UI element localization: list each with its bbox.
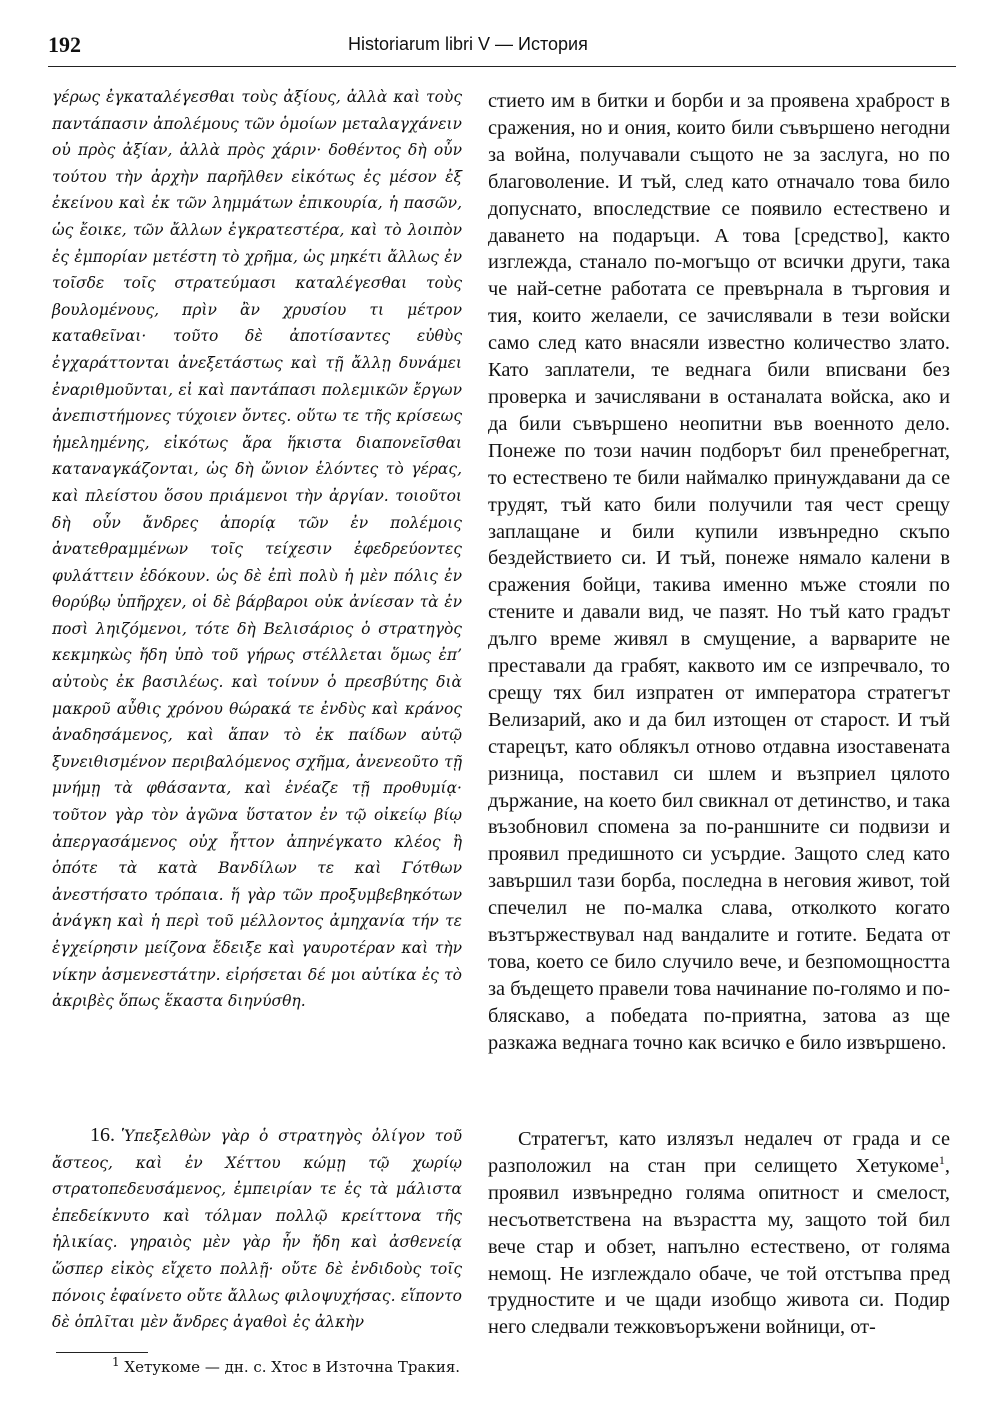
greek-section-16 xyxy=(52,1122,462,1336)
bulgarian-paragraph-16 xyxy=(488,1126,950,1341)
header-rule xyxy=(48,66,956,67)
greek-section-text: Ὑπεξελθὼν γὰρ ὁ στρατηγὸς ὀλίγον τοῦ ἄστεος, καὶ ἐν Χέττου κώμῃ τῷ χωρίῳ στρατοπεδευσάμενος, ἐμπειρίαν τε ἐς τὰ μάλιστα ἐπεδείκνυτο καὶ τόλμαν πολλῷ κρείττονα τῆς ἡλικίας. γηραιὸς μὲν γὰρ ἦν ἤδη καὶ ἀσθενείᾳ ὥσπερ εἰκὸς εἴχετο πολλῇ· οὔτε δὲ ἐνδιδοὺς τοῖς πόνοις ἐφαίνετο οὔτε ἄλλως φιλοψυχήσας. εἵποντο δὲ ὁπλῖται μὲν ἄνδρες ἀγαθοὶ ἐς ἀλκὴν xyxy=(52,1127,462,1332)
footnote-text: Хетукоме — дн. с. Хтос в Източна Тракия. xyxy=(124,1358,461,1376)
bulgarian-section-text-b: , проявил извънредно голяма опитност и смелост, несъответствена на възрастта му, защото той бил вече стар и обзет, напълно естествено, от голяма немощ. Не изглеждало обаче, че той отстъпва пред трудностите и че щади изобщо живота си. Подир него следвали тежковъоръжени войници, от- xyxy=(488,1154,950,1339)
section-number: 16. xyxy=(90,1124,115,1146)
bulgarian-section-16 xyxy=(488,1126,950,1341)
footnote-marker: 1 xyxy=(112,1355,120,1369)
footnote xyxy=(112,1355,461,1376)
footnote-reference[interactable]: 1 xyxy=(938,1153,945,1168)
greek-text-column xyxy=(52,84,462,1015)
bulgarian-text-column xyxy=(488,88,950,1057)
footnote-rule xyxy=(56,1352,148,1353)
page-number: 192 xyxy=(48,32,81,57)
running-head xyxy=(48,32,956,64)
header-title: Historiarum libri V — История xyxy=(348,34,588,54)
bulgarian-section-text-a: Стратегът, като излязъл недалеч от града и се разположил на стан при селището Хетукоме xyxy=(488,1128,950,1177)
bulgarian-paragraph: стието им в битки и борби и за проявена храброст в сражения, но и ония, които били съвършено негодни за война, получавали същото не за заслуга, но по благоволение. И тъй, след като отначало това било допуснато, впоследствие се появило естествено и даването на подаръци. А това [средство], както изглежда, станало по-могъщо от всички други, така че най-сетне работата се превърнала в търговия и тия, които желаели, се зачислявали в тези войски само след като внасяли известно количество злато. Като заплатели, те веднага били вписвани без проверка и зачислявани в останалата войска, ако и да били съвършено неопитни във военното дело. Понеже по този начин подборът бил пренебрегнат, то естествено те били наймалко принуждавани да се трудят, тъй като били получили тая чест срещу заплащане и били купили извънредно скъпо бездействието си. И тъй, понеже нямало калени в сражения бойци, такива именно мъже стояли по стените и давали вид, че пазят. Но тъй като градът дълго време живял в смущение, а варварите не преставали да грабят, каквото им се изпречвало, то срещу тях бил изпратен от императора стратегът Велизарий, ако и да бил изтощен от старост. И тъй старецът, като облякъл отново отдавна изоставената ризница, поставил си шлем и възприел цялото държание, на което бил свикнал от детинство, и така възобновил спомена за по-раншните си подвизи и проявил предишното си усърдие. Защото след като завършил тази борба, последна в неговия живот, той спечелил не по-малка слава, отколкото когато възтържествувал над вандалите и готите. Бедата от това, което се било случило вече, и безпомощността за бъдещето правели това начинание по-голямо и по-бляскаво, а победата по-приятна, затова аз ще разкажа веднага точно как всичко е било извършено. xyxy=(488,90,950,1054)
greek-paragraph: γέρως ἐγκαταλέγεσθαι τοὺς ἀξίους, ἀλλὰ καὶ τοὺς παντάπασιν ἀπολέμους τῶν ὁμοίων μεταλαγχάνειν οὐ πρὸς ἀξίαν, ἀλλὰ πρὸς χάριν· δοθέντος δὴ οὖν τούτου τὴν ἀρχὴν παρῆλθεν εἰκότως ἐς μέσον ἐξ ἐκείνου καὶ ἐκ τῶν λημμάτων ἐπικουρία, ἡ πασῶν, ὡς ἔοικε, τῶν ἄλλων ἐγκρατεστέρα, καὶ τὸ λοιπὸν ἐς ἐμπορίαν μετέστη τὸ χρῆμα, ὡς μηκέτι ἄλλως ἐν τοῖσδε τοῖς στρατεύμασι καταλέγεσθαι τοὺς βουλομένους, πρὶν ἂν χρυσίου τι μέτρον καταθεῖναι· τοῦτο δὲ ἀποτίσαντες εὐθὺς ἐγχαράττονται ἀνεξετάστως καὶ τῇ ἄλλῃ δυνάμει ἐναριθμοῦνται, εἰ καὶ παντάπασι πολεμικῶν ἔργων ἀνεπιστήμονες τύχοιεν ὄντες. οὕτω τε τῆς κρίσεως ἠμελημένης, εἰκότως ἄρα ἥκιστα διαπονεῖσθαι καταναγκάζονται, ὡς δὴ ὤνιον ἑλόντες τὸ γέρας, καὶ πλείστου ὅσου πριάμενοι τὴν ἀργίαν. τοιοῦτοι δὴ οὖν ἄνδρες ἀπορίᾳ τῶν ἐν πολέμοις ἀνατεθραμμένων τοῖς τείχεσιν ἐφεδρεύοντες φυλάττειν ἐδόκουν. ὡς δὲ ἐπὶ πολὺ ἡ μὲν πόλις ἐν θορύβῳ ὑπῆρχεν, οἱ δὲ βάρβαροι οὐκ ἀνίεσαν τὰ ἐν ποσὶ ληιζόμενοι, τότε δὴ Βελισάριος ὁ στρατηγὸς κεκμηκὼς ἤδη ὑπὸ τοῦ γήρως στέλλεται ὅμως ἐπ’ αὐτοὺς ἐκ βασιλέως. καὶ τοίνυν ὁ πρεσβύτης διὰ μακροῦ αὖθις χρόνου θώρακά τε ἐνδὺς καὶ κράνος ἀναδησάμενος, καὶ ἅπαν τὸ ἐκ παίδων αὐτῷ ξυνειθισμένον περιβαλόμενος σχῆμα, ἀνενεοῦτο τῇ μνήμῃ τὰ φθάσαντα, καὶ ἐνέαζε τῇ προθυμίᾳ· τοῦτον γὰρ τὸν ἀγῶνα ὕστατον ἐν τῷ οἰκείῳ βίῳ ἀπεργασάμενος οὐχ ἧττον ἀπηνέγκατο κλέος ἢ ὁπότε τὰ κατὰ Βανδίλων τε καὶ Γότθων ἀνεστήσατο τρόπαια. ἥ γὰρ τῶν προξυμβεβηκότων ἀνάγκη καὶ ἡ περὶ τοῦ μέλλοντος ἀμηχανία τήν τε ἐγχείρησιν μείζονα ἔδειξε καὶ γαυροτέραν καὶ τὴν νίκην ἀσμενεστάτην. εἰρήσεται δέ μοι αὐτίκα ἐς τὸ ἀκριβὲς ὅπως ἕκαστα διηνύσθη. xyxy=(52,88,462,1011)
greek-paragraph-16 xyxy=(52,1122,462,1336)
